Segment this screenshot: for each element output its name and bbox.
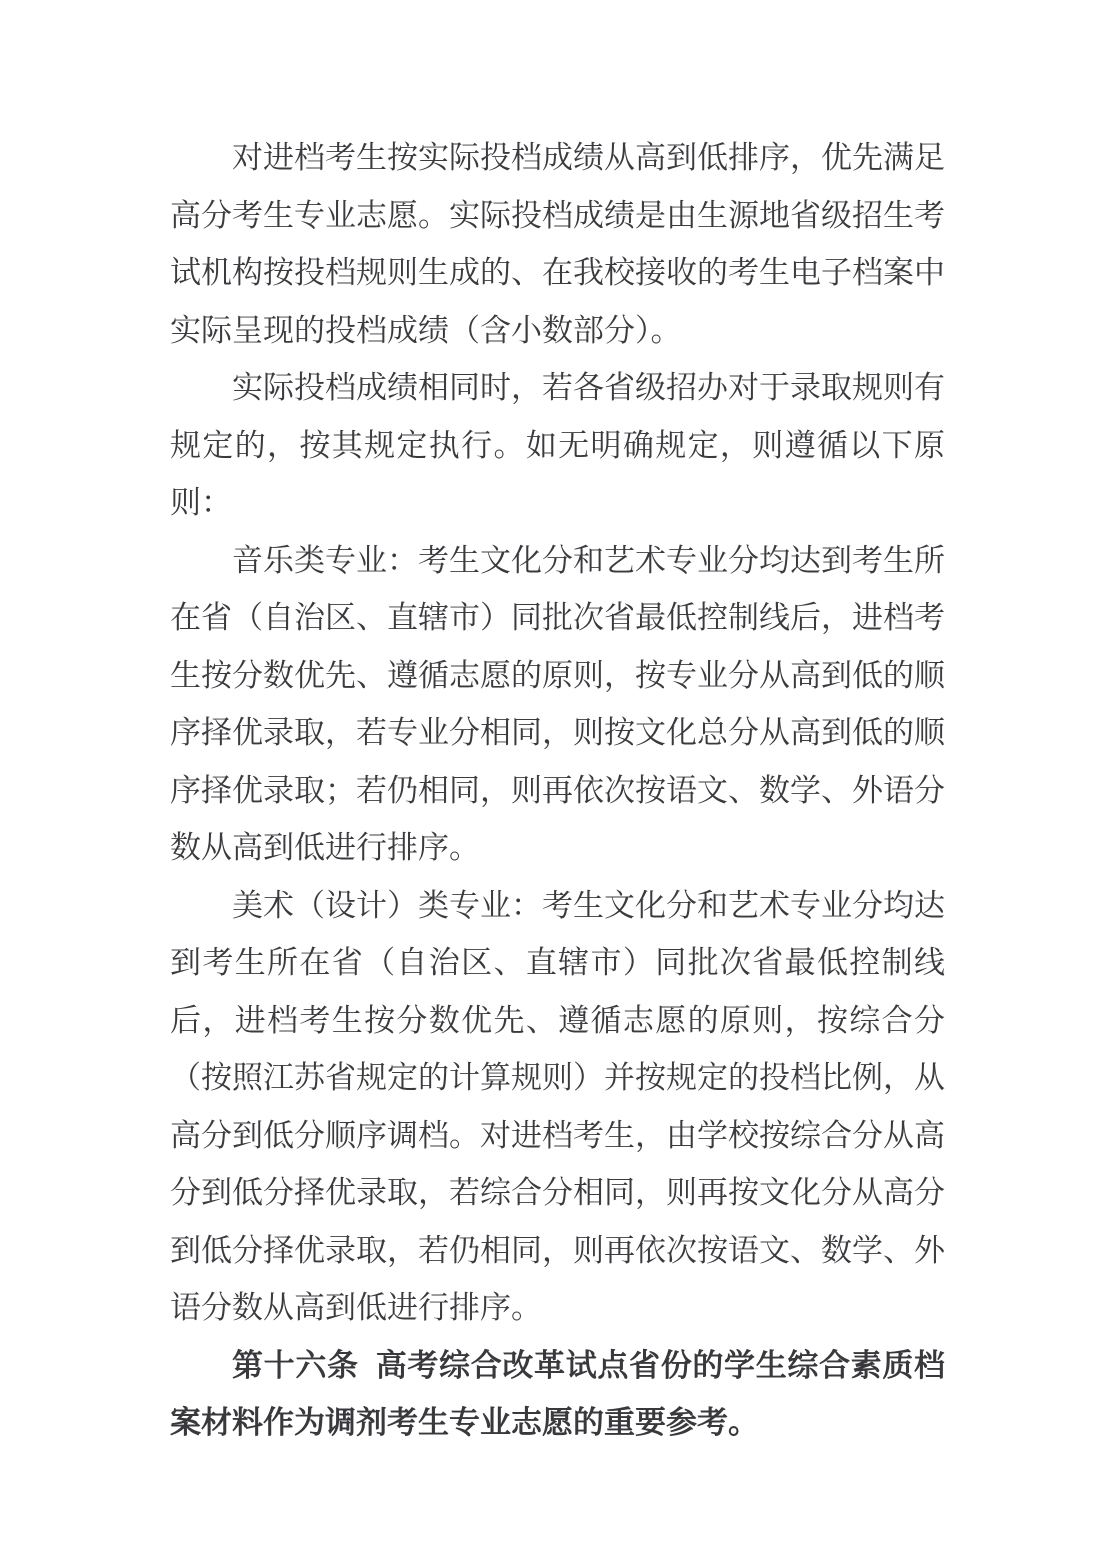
paragraph-article-16	[170, 1337, 945, 1452]
article-number: 第十六条	[232, 1347, 359, 1383]
paragraph-art-design-majors-rule: 美术（设计）类专业：考生文化分和艺术专业分均达到考生所在省（自治区、直辖市）同批次省最低控制线后，进档考生按分数优先、遵循志愿的原则，按综合分（按照江苏省规定的计算规则）并按规定的投档比例，从高分到低分顺序调档。对进档考生，由学校按综合分从高分到低分择优录取，若综合分相同，则再按文化分从高分到低分择优录取，若仍相同，则再依次按语文、数学、外语分数从高到低进行排序。	[170, 887, 945, 1325]
article-16-text: 高考综合改革试点省份的学生综合素质档案材料作为调剂考生专业志愿的重要参考。	[170, 1347, 946, 1440]
paragraph-tie-rule-intro: 实际投档成绩相同时，若各省级招办对于录取规则有规定的，按其规定执行。如无明确规定，则遵循以下原则：	[170, 370, 945, 520]
paragraph-music-majors-rule: 音乐类专业：考生文化分和艺术专业分均达到考生所在省（自治区、直辖市）同批次省最低控制线后，进档考生按分数优先、遵循志愿的原则，按专业分从高到低的顺序择优录取，若专业分相同，则按文化总分从高到低的顺序择优录取；若仍相同，则再依次按语文、数学、外语分数从高到低进行排序。	[170, 542, 945, 865]
document-body	[170, 129, 945, 1452]
paragraph-sorting-rule: 对进档考生按实际投档成绩从高到低排序，优先满足高分考生专业志愿。实际投档成绩是由生源地省级招生考试机构按投档规则生成的、在我校接收的考生电子档案中实际呈现的投档成绩（含小数部分）。	[170, 140, 945, 348]
